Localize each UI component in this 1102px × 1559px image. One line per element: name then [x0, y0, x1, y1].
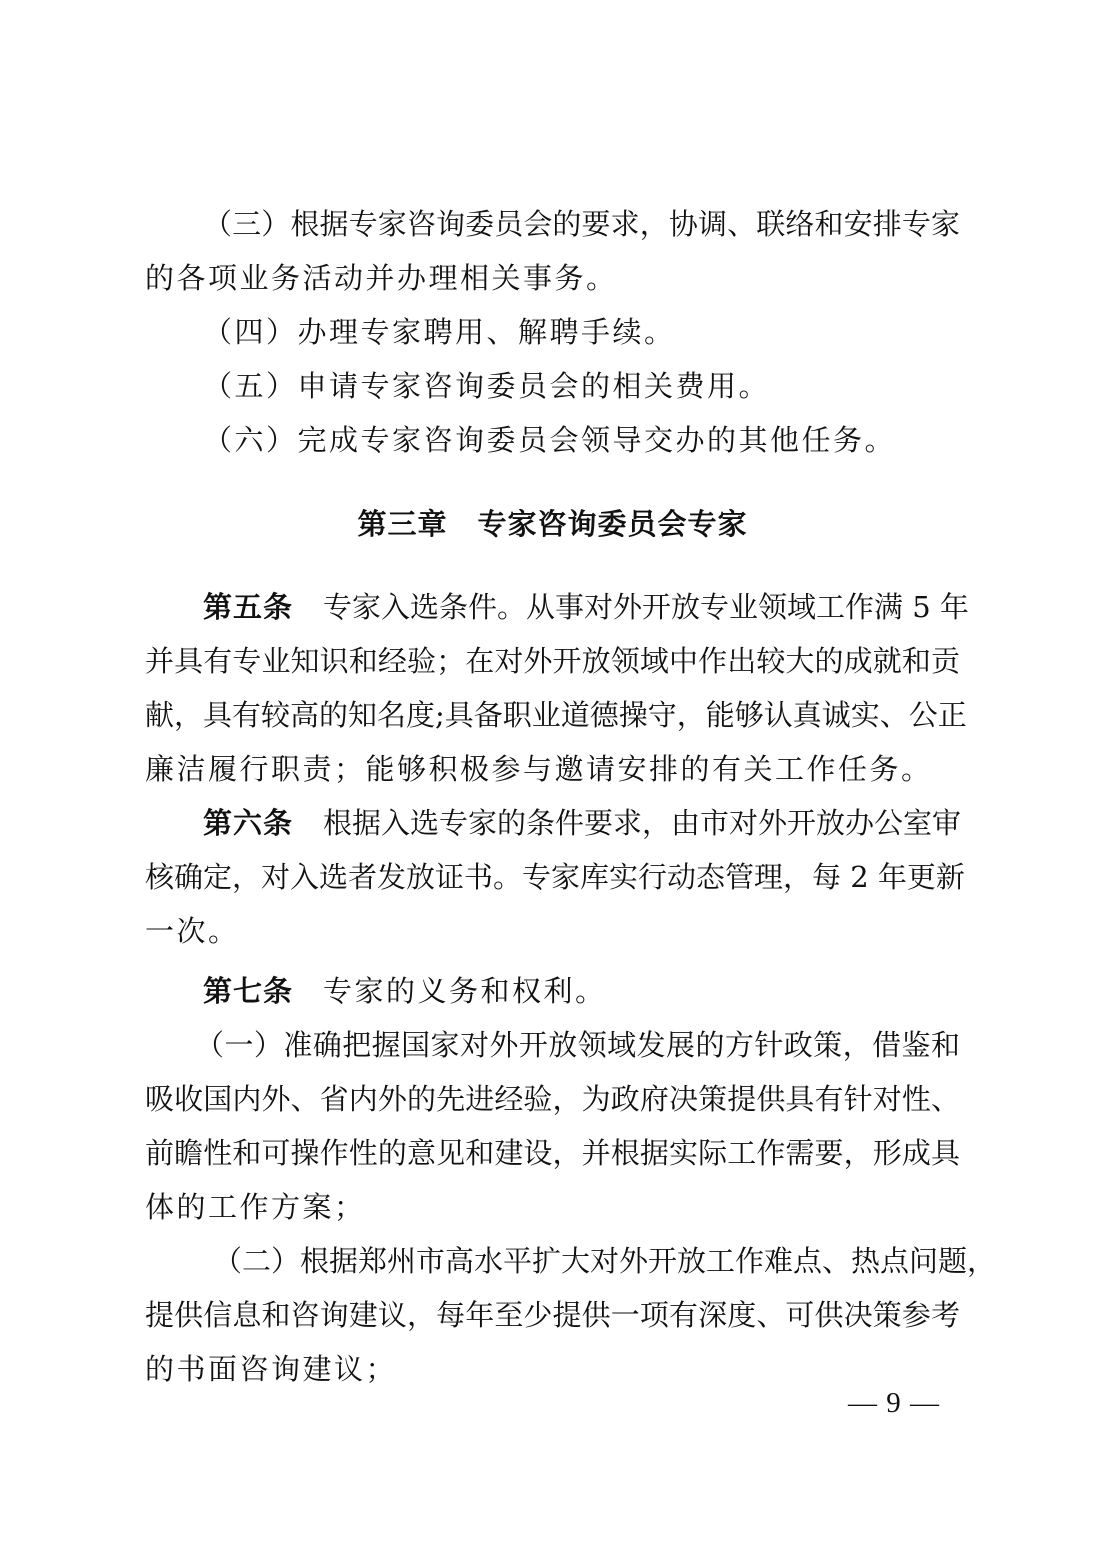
item-4: （四）办理专家聘用、解聘手续。	[203, 315, 676, 349]
article-7-item-2-line-2: 提供信息和咨询建议，每年至少提供一项有深度、可供决策参考	[145, 1298, 960, 1332]
article-5-label: 第五条	[203, 590, 294, 624]
article-6-line-3: 一次。	[145, 914, 240, 948]
article-7-line-1	[145, 964, 960, 1018]
item-3-line-1: （三）根据专家咨询委员会的要求，协调、联络和安排专家	[203, 207, 960, 241]
article-5-line-3: 献，具有较高的知名度;具备职业道德操守，能够认真诚实、公正	[145, 698, 967, 732]
document-body	[145, 197, 997, 1396]
article-5-text-1: 专家入选条件。从事对外开放专业领域工作满 5 年	[323, 590, 969, 624]
article-7-item-2-line-3: 的书面咨询建议；	[145, 1352, 398, 1386]
article-7-item-1-line-4: 体的工作方案；	[145, 1190, 366, 1224]
article-6-line-1	[145, 796, 960, 850]
article-7-label: 第七条	[203, 974, 294, 1008]
item-5: （五）申请专家咨询委员会的相关费用。	[203, 369, 771, 403]
item-3-line-2: 的各项业务活动并办理相关事务。	[145, 261, 618, 295]
article-5-line-4: 廉洁履行职责；能够积极参与邀请安排的有关工作任务。	[145, 752, 933, 786]
article-6-label: 第六条	[203, 806, 294, 840]
article-6-text-1: 根据入选专家的条件要求，由市对外开放办公室审	[323, 806, 962, 840]
article-5-line-1	[145, 580, 969, 634]
article-7-text-1: 专家的义务和权利。	[323, 974, 607, 1008]
chapter-title: 第三章 专家咨询委员会专家	[357, 507, 748, 541]
article-7-item-1-line-3: 前瞻性和可操作性的意见和建设，并根据实际工作需要，形成具	[145, 1136, 960, 1170]
article-5-line-2: 并具有专业知识和经验；在对外开放领域中作出较大的成就和贡	[145, 644, 960, 678]
item-6: （六）完成专家咨询委员会领导交办的其他任务。	[203, 423, 897, 457]
article-7-item-1-line-2: 吸收国内外、省内外的先进经验，为政府决策提供具有针对性、	[145, 1082, 960, 1116]
article-7-item-2-line-1: （二）根据郑州市高水平扩大对外开放工作难点、热点问题，	[213, 1244, 997, 1278]
article-6-line-2: 核确定，对入选者发放证书。专家库实行动态管理，每 2 年更新	[145, 860, 965, 894]
page-number: — 9 —	[848, 1387, 940, 1419]
article-7-item-1-line-1: （一）准确把握国家对外开放领域发展的方针政策，借鉴和	[195, 1028, 960, 1062]
